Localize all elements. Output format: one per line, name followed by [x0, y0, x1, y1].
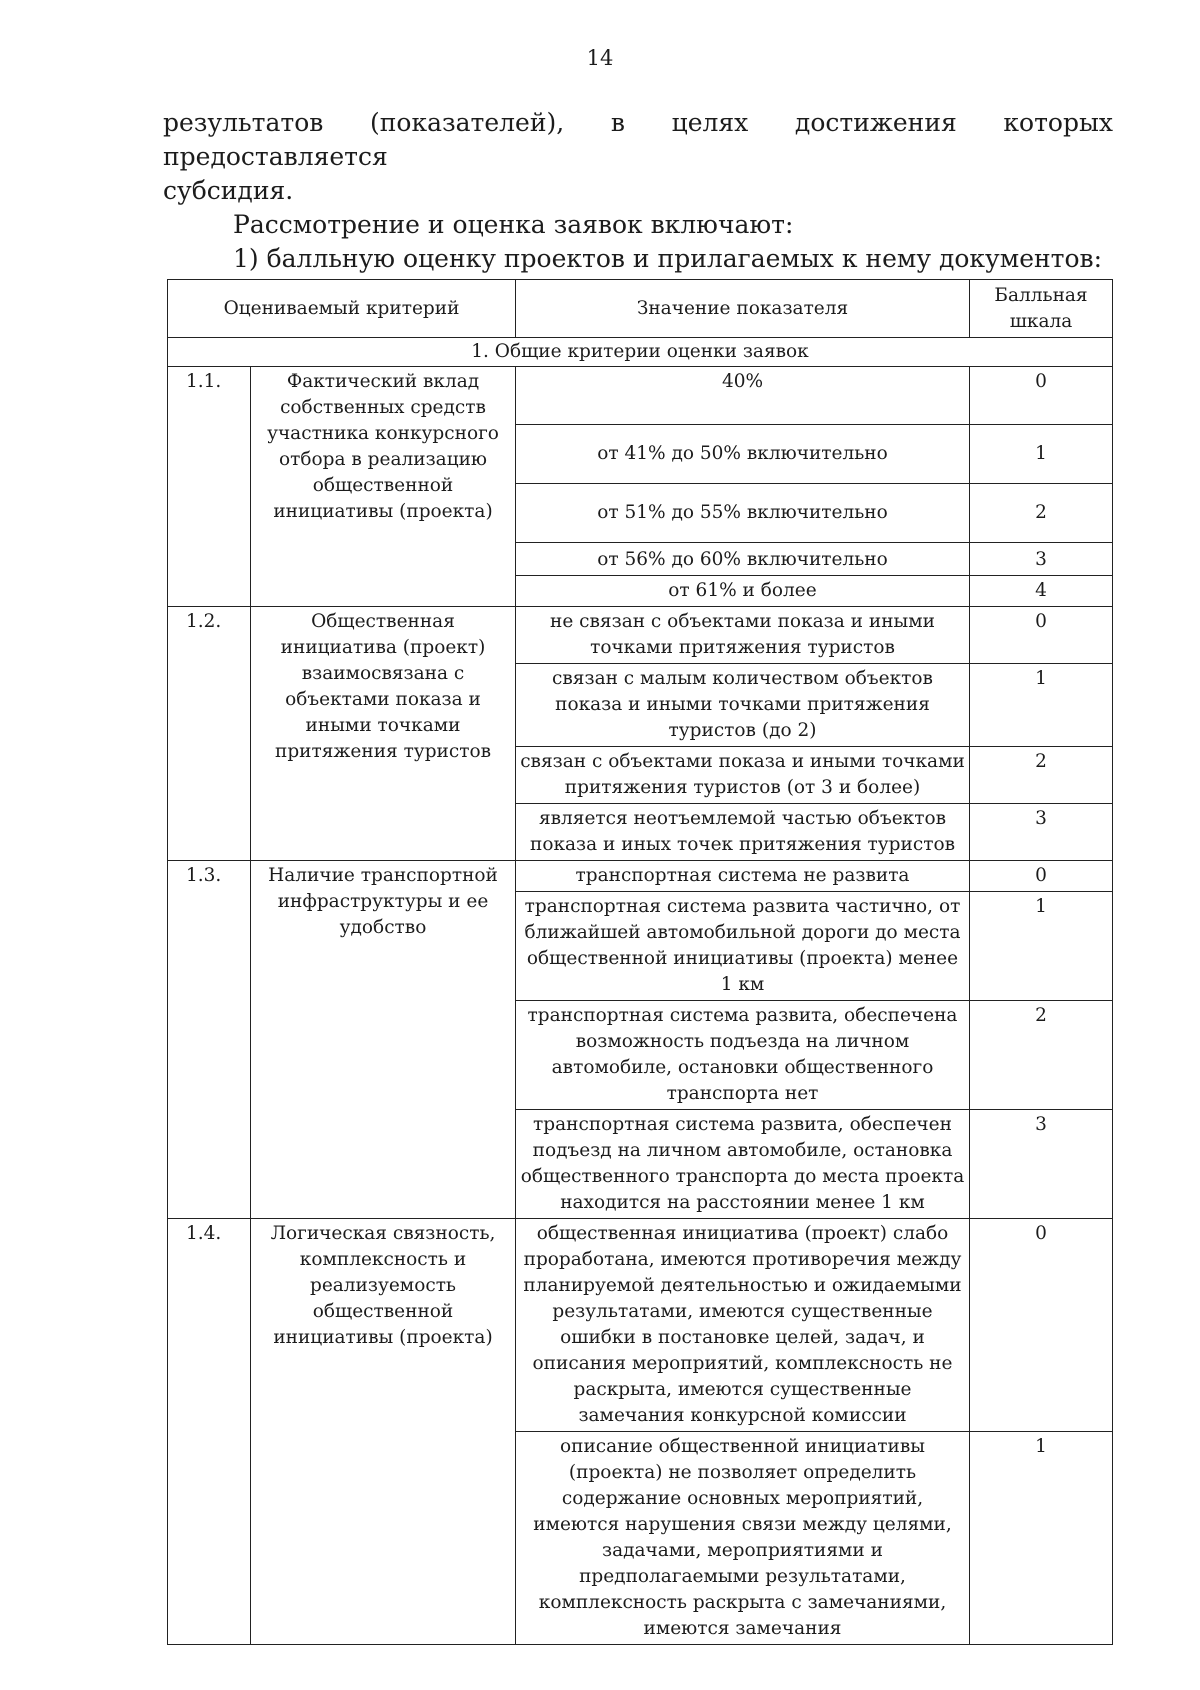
score-value: 2	[970, 484, 1113, 543]
header-score: Балльная шкала	[970, 280, 1113, 338]
indicator-value: является неотъемлемой частью объектов показа и иных точек притяжения туристов	[516, 804, 970, 861]
intro-line-1: результатов (показателей), в целях достижения которых предоставляется	[163, 108, 1113, 171]
score-value: 1	[970, 1432, 1113, 1645]
criterion-name: Общественная инициатива (проект) взаимосвязана с объектами показа и иными точками притяжения туристов	[251, 607, 516, 861]
indicator-value: 40%	[516, 367, 970, 425]
table-row	[168, 1219, 1113, 1432]
table-header-row	[168, 280, 1113, 338]
indicator-value: связан с малым количеством объектов показа и иными точками притяжения туристов (до 2)	[516, 664, 970, 747]
score-value: 0	[970, 861, 1113, 892]
header-criterion: Оцениваемый критерий	[168, 280, 516, 338]
criterion-number: 1.2.	[168, 607, 251, 861]
indicator-value: транспортная система развита частично, от ближайшей автомобильной дороги до места общественной инициативы (проекта) менее 1 км	[516, 892, 970, 1001]
criterion-number: 1.3.	[168, 861, 251, 1219]
indicator-value: не связан с объектами показа и иными точками притяжения туристов	[516, 607, 970, 664]
table-row	[168, 861, 1113, 892]
score-value: 0	[970, 607, 1113, 664]
score-value: 1	[970, 892, 1113, 1001]
score-value: 0	[970, 1219, 1113, 1432]
indicator-value: транспортная система не развита	[516, 861, 970, 892]
indicator-value: от 41% до 50% включительно	[516, 425, 970, 484]
intro-line-2: субсидия.	[163, 176, 294, 205]
score-value: 3	[970, 1110, 1113, 1219]
section-row	[168, 338, 1113, 367]
indicator-value: описание общественной инициативы (проекта) не позволяет определить содержание основных мероприятий, имеются нарушения связи между целями, задачами, мероприятиями и предполагаемыми результатами, комплексность раскрыта с замечаниями, имеются замечания	[516, 1432, 970, 1645]
score-value: 0	[970, 367, 1113, 425]
indicator-value: общественная инициатива (проект) слабо проработана, имеются противоречия между планируемой деятельностью и ожидаемыми результатами, имеются существенные ошибки в постановке целей, задач, и описания мероприятий, комплексность не раскрыта, имеются существенные замечания конкурсной комиссии	[516, 1219, 970, 1432]
score-value: 2	[970, 747, 1113, 804]
table-row	[168, 607, 1113, 664]
score-value: 4	[970, 576, 1113, 607]
criterion-name: Логическая связность, комплексность и реализуемость общественной инициативы (проекта)	[251, 1219, 516, 1645]
indicator-value: от 56% до 60% включительно	[516, 543, 970, 576]
score-value: 3	[970, 543, 1113, 576]
page-number: 14	[586, 46, 614, 70]
criteria-table	[167, 279, 1113, 1645]
criterion-number: 1.4.	[168, 1219, 251, 1645]
table-row	[168, 367, 1113, 425]
intro-line-4: 1) балльную оценку проектов и прилагаемых к нему документов:	[233, 244, 1103, 273]
indicator-value: транспортная система развита, обеспечен подъезд на личном автомобиле, остановка общественного транспорта до места проекта находится на расстоянии менее 1 км	[516, 1110, 970, 1219]
score-value: 2	[970, 1001, 1113, 1110]
indicator-value: от 51% до 55% включительно	[516, 484, 970, 543]
indicator-value: транспортная система развита, обеспечена возможность подъезда на личном автомобиле, остановки общественного транспорта нет	[516, 1001, 970, 1110]
intro-text	[163, 106, 1113, 276]
criterion-name: Наличие транспортной инфраструктуры и ее удобство	[251, 861, 516, 1219]
criterion-number: 1.1.	[168, 367, 251, 607]
criterion-name: Фактический вклад собственных средств участника конкурсного отбора в реализацию общественной инициативы (проекта)	[251, 367, 516, 607]
score-value: 1	[970, 664, 1113, 747]
section-title: 1. Общие критерии оценки заявок	[168, 338, 1113, 367]
score-value: 3	[970, 804, 1113, 861]
header-value: Значение показателя	[516, 280, 970, 338]
score-value: 1	[970, 425, 1113, 484]
indicator-value: связан с объектами показа и иными точками притяжения туристов (от 3 и более)	[516, 747, 970, 804]
indicator-value: от 61% и более	[516, 576, 970, 607]
intro-line-3: Рассмотрение и оценка заявок включают:	[233, 210, 794, 239]
